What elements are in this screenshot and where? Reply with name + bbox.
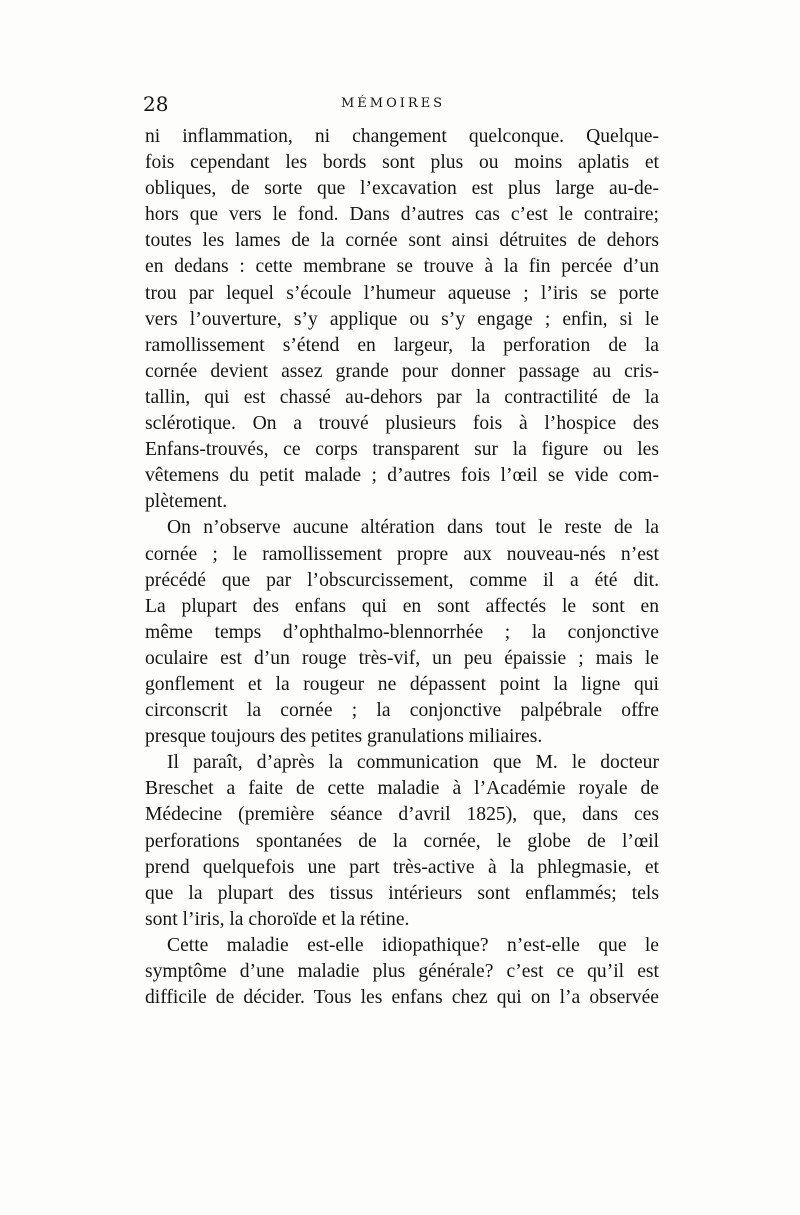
running-head: MÉMOIRES xyxy=(341,96,446,111)
text-line: hors que vers le fond. Dans d’autres cas c’est le contraire; xyxy=(145,204,659,226)
text-line: vêtemens du petit malade ; d’autres fois l’œil se vide com- xyxy=(145,465,659,487)
text-line: tallin, qui est chassé au-dehors par la contractilité de la xyxy=(145,386,659,408)
text-line: symptôme d’une maladie plus générale? c’est ce qu’il est xyxy=(145,961,659,982)
text-line: ni inflammation, ni changement quelconque. Quelque- xyxy=(145,126,659,147)
text-line: Breschet a faite de cette maladie à l’Académie royale de xyxy=(145,778,659,800)
text-line: cornée devient assez grande pour donner passage au cris- xyxy=(145,360,659,382)
paragraph-start-line: Il paraît, d’après la communication que M. le docteur xyxy=(167,752,659,774)
text-line: même temps d’ophthalmo-blennorrhée ; la conjonctive xyxy=(145,621,659,643)
paragraph-start-line: On n’observe aucune altération dans tout le reste de la xyxy=(167,517,659,539)
text-line: gonflement et la rougeur ne dépassent point la ligne qui xyxy=(145,673,659,695)
paragraph-end-line: sont l’iris, la choroïde et la rétine. xyxy=(145,908,410,930)
text-line: vers l’ouverture, s’y applique ou s’y engage ; enfin, si le xyxy=(145,308,659,330)
text-line: fois cependant les bords sont plus ou moins aplatis et xyxy=(145,152,659,174)
text-line: difficile de décider. Tous les enfans chez qui on l’a observée xyxy=(145,987,659,1009)
text-line: que la plupart des tissus intérieurs sont enflammés; tels xyxy=(145,882,659,904)
text-line: Médecine (première séance d’avril 1825), que, dans ces xyxy=(145,804,659,826)
text-line: La plupart des enfans qui en sont affectés le sont en xyxy=(145,595,659,617)
text-line: oculaire est d’un rouge très-vif, un peu épaissie ; mais le xyxy=(145,647,659,669)
page-number: 28 xyxy=(143,92,169,116)
text-line: cornée ; le ramollissement propre aux nouveau-nés n’est xyxy=(145,543,659,565)
text-line: précédé que par l’obscurcissement, comme il a été dit. xyxy=(145,569,659,591)
text-line: circonscrit la cornée ; la conjonctive palpébrale offre xyxy=(145,700,659,722)
text-line: prend quelquefois une part très-active à la phlegmasie, et xyxy=(145,856,659,878)
text-line: perforations spontanées de la cornée, le globe de l’œil xyxy=(145,830,659,852)
text-line: toutes les lames de la cornée sont ainsi détruites de dehors xyxy=(145,230,659,252)
body-text xyxy=(145,124,659,1011)
paragraph-start-line: Cette maladie est-elle idiopathique? n’est-elle que le xyxy=(167,934,659,956)
text-line: ramollissement s’étend en largeur, la perforation de la xyxy=(145,334,659,356)
paragraph-end-line: plètement. xyxy=(145,491,228,513)
text-line: en dedans : cette membrane se trouve à la fin percée d’un xyxy=(145,256,659,278)
text-line: sclérotique. On a trouvé plusieurs fois à l’hospice des xyxy=(145,413,659,435)
page-header xyxy=(143,92,663,120)
text-line: trou par lequel s’écoule l’humeur aqueuse ; l’iris se porte xyxy=(145,282,659,304)
text-line: Enfans-trouvés, ce corps transparent sur la figure ou les xyxy=(145,439,659,461)
text-line: obliques, de sorte que l’excavation est plus large au-de- xyxy=(145,178,659,200)
paragraph-end-line: presque toujours des petites granulations miliaires. xyxy=(145,726,543,748)
